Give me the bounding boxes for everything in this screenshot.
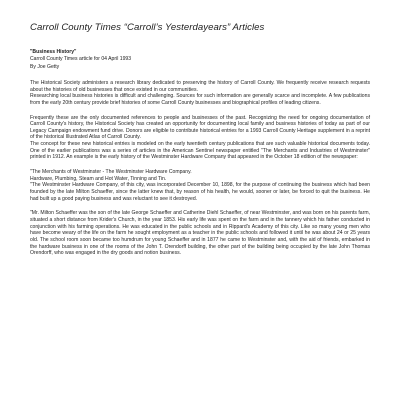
quote-block xyxy=(30,169,370,202)
body-paragraph: The concept for these new historical entries is modeled on the early twentieth century publications that are such valuable historical documents today. One of the earlier publications was a series of articles in the American Sentinel newspaper entitled "The Merchants and Industries of Westminster" printed in 1912. An example is the early history of the Westminster Hardware Company that appeared in the October 18 edition of the newspaper: xyxy=(30,141,370,161)
quote-line: Hardware, Plumbing, Steam and Hot Water, Tinning and Tin. xyxy=(30,175,167,182)
article-source: Carroll County Times article for 04 April 1993 xyxy=(30,56,132,63)
body-paragraph: Researching local business histories is difficult and challenging. Sources for such information are generally scarce and incomplete. A few publications from the early 20th century provide brief histories of some Carroll County businesses and biographical profiles of leading citizens. xyxy=(30,93,370,106)
body-paragraph: Frequently these are the only documented references to people and businesses of the past. Recognizing the need for ongoing documentation of Carroll County's history, the Historical Society has created an opportunity for documenting local family and business histories of today as part of our Legacy Campaign endowment fund drive. Donors are eligible to contribute historical entries for a 1993 Carroll County Heritage supplement in a reprint of the historical Illustrated Atlas of Carroll County. xyxy=(30,114,370,141)
document-title: Carroll County Times “Carroll’s Yesterdayears” Articles xyxy=(30,22,265,33)
body-paragraph: The Historical Society administers a research library dedicated to preserving the history of Carroll County. We frequently receive research requests about the histories of old businesses that once existed in our communities. xyxy=(30,79,370,93)
quote-paragraph: "The Westminster Hardware Company, of this city, was incorporated December 10, 1898, for the purpose of continuing the business which had been founded by the late Milton Schaeffer, since the latter knew that, by reason of his health, he would, sooner or later, be forced to quit the business. He had built up a good paying business and was reluctant to see it destroyed. xyxy=(30,182,370,202)
quote-paragraph: "Mr. Milton Schaeffer was the son of the late George Schaeffer and Catherine Diehl Schaeffer, of near Westminster, and was born on his parents farm, situated a short distance from Krider's Church, in the year 1853. His early life was spent on the farm and in the tannery which his father conducted in conjunction with his farming operations. He was educated in the public schools and in Rippard's Academy of this city. Like so many young men who have become weary of the life on the farm he sought employment as a teacher in the public schools and followed it until he was about 24 or 25 years old. The school room soon became too humdrum for young Schaeffer and in 1877 he came to Westminster and, with the aid of friends, embarked in the hardware business in one of the rooms of the John T. Orendorff building, the other part of the building being occupied by the late John Thomas Orendorff, who was engaged in the dry goods and notion business. xyxy=(30,210,370,257)
quote-line: "The Merchants of Westminster - The Westminster Hardware Company. xyxy=(30,169,192,176)
article-heading: "Business History" xyxy=(30,49,77,55)
article-byline xyxy=(30,49,370,71)
article-author: By Joe Getty xyxy=(30,63,60,70)
